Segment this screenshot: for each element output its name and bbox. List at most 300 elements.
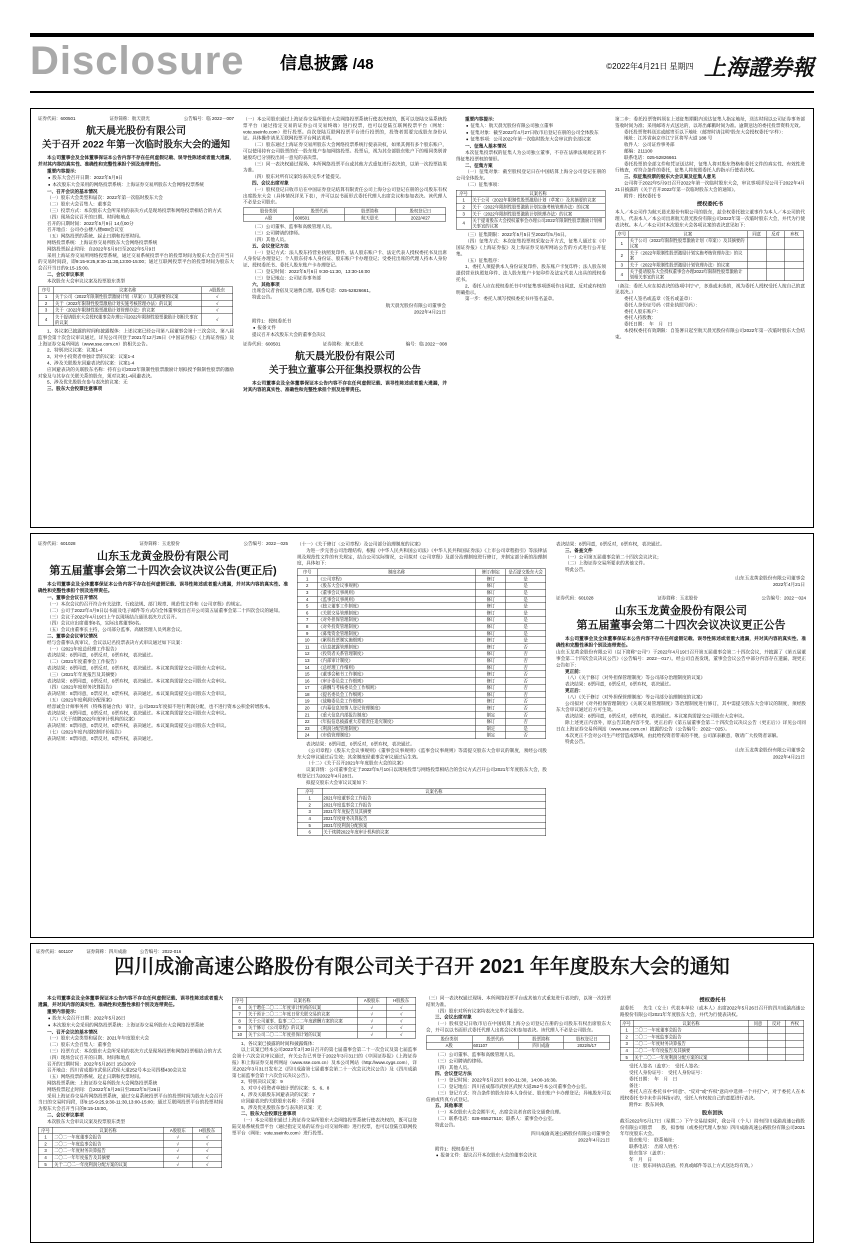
paragraph: 本次股东大会审议议案及投票股东类型: [47, 1118, 126, 1124]
table-cell: 8: [232, 1018, 247, 1025]
paragraph: 特此公告。: [252, 294, 275, 300]
table-cell: 18: [297, 691, 317, 698]
table-cell: [749, 1034, 767, 1041]
table-cell: 19: [297, 698, 317, 705]
paragraph: 表决结果：8票同意，0票反对，0票弃权，表决通过。本议案尚需提交公司股东大会审议。: [47, 665, 230, 671]
table-cell: √: [202, 293, 233, 300]
table-cell: 5: [297, 603, 317, 610]
table-header-cell: 议案名称: [471, 190, 605, 197]
code-segment: 公告编号：2022－025: [243, 541, 288, 546]
table-cell: 修订: [476, 698, 506, 705]
table-cell: 二〇二一年度监事会报告: [633, 1034, 749, 1041]
paragraph: 附件：授权委托书: [624, 193, 661, 199]
table-header-cell: 序号: [232, 997, 247, 1004]
columns-container: [31, 534, 813, 938]
paragraph: （二）上海证券交易所要求的其他文件。: [565, 560, 648, 566]
paragraph: 表决结果：8票同意，0票反对，0票弃权，表决通过。: [306, 741, 415, 747]
paragraph: 特此公告。: [435, 1122, 458, 1128]
paragraph: 应回避表决的关联股东名称：不适用: [241, 1098, 315, 1104]
bullet-icon: ●: [466, 130, 469, 135]
table-row: [297, 582, 545, 589]
table-cell: 否: [506, 718, 546, 725]
box-title-header: [31, 944, 813, 988]
header-right: [606, 51, 814, 82]
table-row: [297, 808, 545, 815]
signature-line: 山东玉龙黄金股份有限公司董事会: [735, 575, 805, 581]
section-heading: 四、会议登记方法: [435, 1071, 472, 1077]
table-cell: 修订: [476, 576, 506, 583]
paragraph: 经容诚会计师事务所（特殊普通合伙）审计，公司2021年度拟不进行利润分配，也不进行资本公积金转增股本。: [47, 703, 274, 709]
signature-block: [556, 747, 805, 761]
table-cell: 5: [297, 822, 322, 829]
table-header-cell: A股股东: [357, 997, 386, 1004]
table-cell: 《年报信息披露重大差错责任追究制度》: [317, 718, 476, 725]
table-cell: 否: [506, 664, 546, 671]
table-cell: √: [163, 1147, 192, 1154]
table-cell: √: [192, 1161, 221, 1168]
table-cell: √: [357, 1018, 386, 1025]
table-cell: 制定: [476, 725, 506, 732]
table-cell: √: [357, 1004, 386, 1011]
bullet-paragraph: ● 征集事项：公司2022年第一次临时股东大会审议的全部议案: [466, 136, 591, 142]
table-cell: 关于提请股东大会授权董事会办理公司2022年限制性股票激励计划相关事宜的议案: [471, 217, 605, 229]
table-row: [426, 1042, 610, 1049]
table-row: [620, 1054, 804, 1061]
table-cell: 2: [297, 802, 322, 809]
table-cell: √: [192, 1154, 221, 1161]
data-table: [426, 1035, 610, 1049]
paragraph: 议案详情：公司董事会定于2022年5月10日以现场投票与网络投票相结合的会议方式召开公司2021年年度股东大会，股权登记日为2022年4月28日。: [297, 767, 547, 779]
table-cell: 二〇二一年度财务决算报告: [633, 1040, 749, 1047]
table-cell: 《重大信息内部报告制度》: [317, 712, 476, 719]
paragraph: 网络投票起止时间：自2022年5月9日至2022年5月9日: [47, 246, 156, 252]
paragraph: 1、各议案已披露的时间和披露媒体：上述议案已经公司第八届董事会第十三次会议、第八届监事会第十次会议审议通过，详见公司刊登于2021年12月25日《中国证券报》《上海证券报》及上海证券交易所网站（www.sse.com.cn）的相关公告。: [38, 328, 234, 347]
table-cell: 《薪酬与考核委员会工作细则》: [317, 684, 476, 691]
paragraph: （一）股权登记日收市后在中国证券登记结算有限责任公司上海分公司登记在册的公司股东有权出席股东大会（具体情况详见下表），并可以以书面形式委托代理人出席会议和参加表决。该代理人不必是公司股东。: [243, 186, 447, 205]
table-cell: 关于〈2022年限制性股票激励计划实施考核管理办法〉的议案: [54, 300, 202, 307]
column-content: [615, 116, 805, 518]
paragraph: 4、涉及关联股东回避表决的议案：7: [241, 1091, 316, 1097]
table-cell: 是: [506, 603, 546, 610]
bullet-icon: ●: [48, 175, 51, 180]
data-table: [615, 230, 804, 280]
code-segment: 公告编号：临 2022－007: [183, 116, 234, 121]
paragraph: 本授权委托有效期限：自签署日起至航天晨光股份有限公司2022年第一次临时股东大会结束。: [615, 328, 805, 340]
table-cell: 《内幕信息知情人登记管理制度》: [317, 705, 476, 712]
bullet-paragraph: ● 股东大会召开日期：2022年5月9日: [48, 174, 123, 180]
code-segment: 证券代码：600501: [243, 341, 281, 347]
table-cell: 《公司章程》: [317, 576, 476, 583]
code-segment: 证券简称：航天晨光: [109, 116, 150, 121]
paragraph: 表决结果：8票同意，0票反对，0票弃权，表决通过。本议案尚需提交公司股东大会审议。: [565, 713, 748, 719]
table-cell: 6: [232, 1004, 247, 1011]
announcement-title: 第五届董事会第二十四次会议决议更正公告: [576, 618, 786, 631]
paragraph: 委托人签名或盖章（签名或盖章）：: [624, 296, 696, 302]
table-row: [297, 610, 545, 617]
paragraph: （四）其他人员。: [252, 236, 289, 242]
table-header-row: [615, 231, 804, 238]
table-header-cell: 序号: [297, 788, 322, 795]
table-row: [297, 802, 545, 809]
table-cell: 否: [506, 657, 546, 664]
table-row: [297, 691, 545, 698]
disclosure-wordmark: Disclosure: [30, 39, 245, 83]
paragraph: 第一步：委托人填写授权委托书并签名盖章。: [465, 296, 557, 302]
paragraph: 股东签字（盖章）：: [629, 1150, 669, 1156]
paragraph: （八）《关于修订〈对外担保管理制度〉等公司部分治理制度的议案》: [565, 675, 706, 681]
column-content: [456, 116, 606, 518]
signature-line: 2022年4月21日: [577, 1137, 610, 1143]
table-cell: 关于聘任二〇二二年度审计机构的议案: [247, 1004, 357, 1011]
table-cell: 12: [297, 650, 317, 657]
date-line: ©2022年4月21日 星期四: [606, 62, 694, 71]
table-cell: 6: [297, 610, 317, 617]
paragraph: （五）网络投票的系统、起止日期和投票时间。: [47, 233, 144, 239]
table-header-cell: 股份类别: [426, 1036, 472, 1043]
table-cell: 关于〈2022年限制性股票激励计划管理办法〉的议案: [471, 211, 605, 218]
table-cell: 20: [297, 705, 317, 712]
signature-block: [556, 575, 805, 589]
table-header-cell: 股票简称: [344, 208, 395, 215]
table-header-cell: A股股东: [202, 287, 233, 294]
paragraph: （一）股权登记日收市后在中国结算上海分公司登记在册的公司股东有权出席股东大会，并可以以书面形式委托代理人出席会议和参加表决。该代理人不必是公司股东。: [426, 1021, 611, 1033]
table-cell: 《总经理工作细则》: [317, 664, 476, 671]
paragraph: 经与会董事认真审议，会议以记名投票表决方式审议通过如下议案：: [47, 639, 185, 645]
paragraph: 网络投票系统：上海证券交易所股东大会网络投票系统: [47, 1080, 158, 1086]
column-content: [620, 995, 805, 1233]
table-cell: 修订: [476, 644, 506, 651]
table-cell: A股: [426, 1042, 472, 1049]
table-header-cell: 序号: [620, 1020, 633, 1027]
section-heading: 一、董事会会议召开情况: [47, 595, 98, 601]
paragraph: （四）现场会议召开的日期、时间和地点: [47, 214, 130, 220]
table-row: [297, 815, 545, 822]
table-cell: 关于〈2022年限制性股票激励计划实施考核管理办法〉的议案: [471, 204, 605, 211]
table-cell: √: [202, 300, 233, 307]
section-heading: 五、其他事项: [435, 1103, 463, 1109]
bullet-paragraph: ● 征集对象：截至2022年4月27日收市后登记在册的公司全体股东: [466, 129, 599, 135]
table-cell: [747, 250, 766, 262]
table-cell: 4: [615, 268, 628, 280]
table-row: [297, 603, 545, 610]
table-cell: 《战略委员会工作细则》: [317, 698, 476, 705]
section-heading: 五、会议登记方法: [252, 243, 289, 249]
table-cell: 7: [232, 1011, 247, 1018]
table-cell: 《市值管理制度》: [317, 732, 476, 739]
page-number: /48: [352, 56, 374, 73]
paragraph: （一）本公司股东通过上海证券交易所股东大会网络投票系统行使表决权的，既可以登陆交易系统投票平台（通过指定交易的证券公司交易终端）进行投票，也可以登陆互联网投票平台（网址：vote.sseinfo.com）进行投票。首次登陆互联网投票平台进行投票的，投资者需要完成股东身份认证。具体操作请见互联网投票平台网站说明。: [243, 116, 447, 141]
table-cell: 修订: [476, 596, 506, 603]
table-row: [297, 712, 545, 719]
table-row: [297, 795, 545, 802]
table-cell: 关于修订《公司章程》的议案: [247, 1024, 357, 1031]
text-column: [297, 541, 547, 938]
signature-line: 2022年4月21日: [772, 582, 805, 588]
table-row: [297, 650, 545, 657]
table-cell: 四川成渝: [518, 1042, 564, 1049]
table-cell: 23: [297, 725, 317, 732]
table-row: [297, 644, 545, 651]
section-label: [280, 49, 374, 74]
data-table: [297, 788, 546, 836]
paragraph: 《公司章程》《股东大会议事规则》《董事会议事规则》《监事会议事规则》等需提交股东大会审议的制度，须经公司股东大会审议通过后生效；其余制度经董事会审议通过后生效。: [297, 747, 547, 760]
table-cell: √: [357, 1031, 386, 1038]
table-row: [615, 250, 804, 262]
table-cell: 关于公司〈2022年限制性股票激励计划（草案）〉及其摘要的议案: [471, 197, 605, 204]
table-row: [456, 204, 605, 211]
table-cell: 9: [297, 630, 317, 637]
paragraph: 采用上海证券交易所网络投票系统，通过交易系统投票平台的投票时间为股东大会召开当日的交易时间段，即9:15-9:25,9:30-11:30,13:00-15:00；通过互联网投票平台的投票时间为股东大会召开当日的9:15-15:00。: [38, 1093, 223, 1112]
table-row: [38, 293, 233, 300]
table-cell: √: [386, 1004, 415, 1011]
paragraph: （四）其他人员。: [435, 1064, 472, 1070]
table-cell: [785, 250, 804, 262]
paragraph: 应回避表决的关联股东名称：持有公司2022年限制性股票激励计划拟授予限制性股票的激励对象及与其存在关联关系的股东，须对议案1-4回避表决。: [38, 366, 234, 379]
column-content: [243, 116, 447, 518]
table-cell: 关于二〇二一年度利润分配方案的议案: [53, 1161, 163, 1168]
table-header-cell: 议案名称: [633, 1020, 749, 1027]
paragraph: （二）股东大会召集人：董事会: [47, 1042, 112, 1048]
table-cell: 修订: [476, 616, 506, 623]
table-cell: 10: [232, 1031, 247, 1038]
table-header-cell: 序号: [38, 287, 54, 294]
paragraph: 表决结果：8票同意，0票反对，0票弃权，表决通过。: [556, 541, 665, 547]
paragraph: 委托人股东账户：: [624, 308, 661, 314]
paragraph: 召开地点：公司办公楼八楼808会议室: [47, 227, 124, 233]
page-header: [30, 33, 814, 93]
text-column: [620, 995, 805, 1233]
table-header-cell: 反对: [767, 1020, 785, 1027]
paragraph: （四）现场会议召开的日期、时间和地点: [47, 1054, 130, 1060]
paragraph: （一）本次会议的召开符合有关法律、行政法规、部门规章、规范性文件和《公司章程》的规定。: [47, 601, 245, 607]
table-cell: 修订: [476, 664, 506, 671]
code-segment: 证券简称：玉龙股份: [657, 595, 698, 601]
column-content: [556, 541, 806, 938]
table-header-row: [38, 287, 233, 294]
paragraph: （二）《2021年度董事会工作报告》: [47, 659, 120, 665]
text-column: [556, 541, 806, 938]
paragraph: 3、对中小投资者单独计票的议案：议案1-4: [47, 354, 135, 360]
table-cell: 否: [506, 712, 546, 719]
paragraph: 出席会议者食宿及交通费自理。联系电话：025-52826661。: [252, 288, 374, 294]
paragraph: 表决结果：8票同意，0票反对，0票弃权，表决通过。: [47, 652, 156, 658]
paragraph: 山东玉龙黄金股份有限公司（以下简称"公司"）于2022年4月19日召开第五届董事会第二十四次会议，并披露了《第五届董事会第二十四次会议决议公告》（公告编号：2022－017）。经公司自查发现，董事会会议公告中部分内容存在遗漏，现更正公告如下：: [556, 649, 806, 668]
company-name: 航天晨光股份有限公司: [86, 125, 186, 137]
paragraph: （二）股东大会召集人：董事会: [47, 201, 112, 207]
table-cell: [785, 268, 804, 280]
table-header-cell: 弃权: [785, 231, 804, 238]
signature-line: 2022年4月21日: [772, 754, 805, 760]
table-header-cell: 股票代码: [294, 208, 345, 215]
table-cell: 《独立董事工作制度》: [317, 603, 476, 610]
disclaimer-paragraph: 本公司董事会及全体董事保证本公告内容不存在任何虚假记载、误导性陈述或者重大遗漏，并对其内容的真实性、准确性和完整性承担个别及连带责任。: [38, 155, 234, 167]
table-cell: √: [163, 1154, 192, 1161]
paragraph: 截至2022年5月17日（星期二）下午交易结束时，我公司（个人）持有四川成渝高速公路股份有限公司股票 股，拟参加（或委托代理人参加）四川成渝高速公路股份有限公司2021年年度股东大会。: [620, 1118, 805, 1137]
table-cell: [747, 268, 766, 280]
paragraph: （二）联系电话：028-85527510；联系人：董事会办公室。: [435, 1115, 557, 1121]
bullet-paragraph: ● 报备文件: [253, 324, 276, 330]
table-header-cell: 序号: [38, 1127, 53, 1134]
table-cell: 修订: [476, 589, 506, 596]
data-table: [38, 1127, 222, 1168]
paragraph: 委托日期： 年 月 日: [629, 1076, 678, 1082]
paragraph: 2、特别决议议案：9: [241, 1079, 283, 1085]
text-column: [232, 995, 417, 1233]
bullet-icon: ●: [466, 123, 469, 128]
table-header-cell: 股份类别: [243, 208, 294, 215]
table-cell: 14: [297, 664, 317, 671]
company-name: 山东玉龙黄金股份有限公司: [614, 603, 747, 617]
data-table: [38, 286, 233, 326]
table-cell: [766, 262, 785, 269]
table-header-cell: 制度名称: [317, 569, 476, 576]
table-cell: 《内部审计制度》: [317, 657, 476, 664]
paragraph: （一）《2021年度总经理工作报告》: [47, 646, 120, 652]
code-segment: 证券简称：四川成渝: [86, 949, 127, 954]
table-header-cell: 同意: [749, 1020, 767, 1027]
table-row: [38, 1161, 222, 1168]
paragraph: 委托日期： 年 月 日: [624, 321, 673, 327]
table-cell: 2: [297, 582, 317, 589]
paragraph: （七）《2021年度内部控制评价报告》: [47, 729, 124, 735]
paragraph: 表决结果：8票同意，0票反对，0票弃权，表决通过。本议案尚需提交公司股东大会审议。: [47, 723, 230, 729]
table-cell: √: [163, 1134, 192, 1141]
table-cell: 《投资者关系管理制度》: [317, 650, 476, 657]
section-heading: 更正后：: [565, 687, 584, 693]
text-column: [456, 116, 606, 518]
bullet-icon: ●: [48, 1015, 51, 1021]
table-cell: 4: [297, 815, 322, 822]
paragraph: 4、涉及关联股东回避表决的议案：议案1-4: [47, 360, 135, 366]
section-heading: 重要内容提示：: [47, 168, 80, 174]
securities-code-line: [38, 116, 234, 122]
paragraph: 以上议案已经本公司2022年3月30日召开的第七届董事会第二十一次会议及第七届监事会第十六次会议审议通过，有关公告已刊登于2022年3月31日的《中国证券报》《上海证券报》和上海证券交易所网站（www.sse.com.cn）及本公司网站（http://www.cygs.com），详见2022年3月31日发布之《四川成渝第七届董事会第二十一次会议决议公告》及《四川成渝第七届监事会第十六次会议决议公告》。: [232, 1047, 417, 1078]
section-heading: 三、备查文件: [565, 547, 593, 553]
paragraph: （三）会议于2022年4月19日上午以现场结合通讯表决方式召开。: [47, 614, 180, 620]
table-cell: 否: [506, 732, 546, 739]
table-cell: 修订: [476, 630, 506, 637]
table-cell: 4: [38, 1154, 53, 1161]
table-header-cell: 股权登记日: [564, 1036, 610, 1043]
table-row: [297, 822, 545, 829]
table-cell: 制定: [476, 712, 506, 719]
announcement-box-yulong-gold: [30, 533, 814, 938]
table-header-cell: 修订/制定: [476, 569, 506, 576]
centered-heading: 授权委托书: [699, 997, 726, 1003]
table-cell: 是: [506, 596, 546, 603]
paragraph: （三）同一表决权通过现场、本所网络投票平台或其他方式重复进行表决的，以第一次投票结果为准。: [426, 995, 611, 1007]
table-cell: 二〇二一年度董事会报告: [53, 1134, 163, 1141]
table-cell: 制定: [476, 732, 506, 739]
table-header-cell: 序号: [297, 569, 317, 576]
table-cell: 600501: [294, 215, 345, 222]
table-cell: 3: [297, 808, 322, 815]
table-cell: √: [192, 1134, 221, 1141]
paragraph: （四）股东对所有议案均表决完毕才能提交。: [435, 1008, 527, 1014]
table-cell: [766, 268, 785, 280]
table-cell: 关于〈2022年限制性股票激励计划实施考核管理办法〉的议案: [628, 250, 747, 262]
table-row: [620, 1027, 804, 1034]
text-column: [243, 116, 447, 518]
table-header-row: [297, 788, 545, 795]
data-table: [243, 208, 446, 222]
table-cell: 是: [506, 637, 546, 644]
announcement-title: 第五届董事会第二十四次会议决议公告(更正后): [49, 564, 277, 577]
table-cell: 2: [38, 300, 54, 307]
paragraph: （二）公司于2022年4月9日以书面及电子邮件等方式向全体董事发出召开公司第五届董事会第二十四次会议的通知。: [47, 607, 283, 613]
paragraph: 2、特别决议议案：议案1-4: [47, 347, 103, 353]
table-cell: 否: [506, 671, 546, 678]
table-row: [297, 718, 545, 725]
table-row: [297, 671, 545, 678]
table-cell: 否: [506, 644, 546, 651]
columns-container: [31, 988, 813, 1240]
table-cell: √: [202, 314, 233, 326]
table-cell: 1: [615, 237, 628, 249]
table-cell: √: [386, 1011, 415, 1018]
table-cell: √: [386, 1031, 415, 1038]
table-header-cell: 弃权: [785, 1020, 803, 1027]
table-row: [297, 829, 545, 836]
table-row: [456, 197, 605, 204]
bullet-paragraph: ● 股东大会召开日期：2022年5月26日: [48, 1015, 126, 1021]
disclaimer-paragraph: 本公司董事会及全体董事保证本公告内容不存在任何虚假记载、误导性陈述或者重大遗漏，并对其内容的真实性、准确性和完整性承担个别及连带责任。: [38, 995, 223, 1007]
header-bottom-rule: [30, 91, 814, 93]
table-row: [615, 268, 804, 280]
table-cell: 否: [506, 691, 546, 698]
table-cell: [766, 237, 785, 249]
paragraph: （三）同一表决权通过现场、本所网络投票平台或其他方式重复进行表决的，以第一次投票结果为准。: [243, 161, 447, 173]
table-cell: 关于预计二〇二二年度日常关联交易的议案: [247, 1011, 357, 1018]
section-heading: 二、股东大会投票注意事项: [241, 1111, 297, 1117]
table-cell: [749, 1047, 767, 1054]
table-cell: [785, 1027, 803, 1034]
table-header-row: [620, 1020, 804, 1027]
table-cell: 是: [506, 623, 546, 630]
table-row: [38, 307, 233, 314]
section-heading: 更正前：: [565, 668, 584, 674]
table-cell: 1: [456, 197, 471, 204]
table-header-cell: 议案名称: [322, 788, 545, 795]
table-cell: 修订: [476, 671, 506, 678]
paragraph: （一）征集对象：截至股权登记日在中国结算上海分公司登记在册的公司全体股东。: [456, 169, 606, 181]
section-heading: 三、会议出席对象: [435, 1014, 472, 1020]
paragraph: （十二）《关于召开2021年年度股东大会的议案》: [306, 760, 406, 766]
paragraph: 委托投票资料送达或邮寄至以下地址（邮寄时请注明"股东大会授权委托"字样）：: [624, 129, 786, 135]
table-row: [297, 678, 545, 685]
table-cell: 4: [297, 596, 317, 603]
table-cell: 是: [506, 630, 546, 637]
table-cell: 关于公司董事、监事二〇二二年度薪酬方案的议案: [247, 1018, 357, 1025]
table-cell: √: [192, 1141, 221, 1148]
columns-container: [31, 109, 813, 525]
securities-code-line: [556, 595, 806, 601]
section-heading: 二、会议审议事项: [47, 1112, 84, 1118]
table-cell: 否: [506, 678, 546, 685]
table-cell: 1: [297, 576, 317, 583]
paragraph: 为进一步完善公司治理结构，根据《中华人民共和国公司法》《中华人民共和国证券法》《上市公司章程指引》等法律法规及规范性文件的有关规定，结合公司实际情况，公司拟对《公司章程》及部分治理制度进行修订，并制定部分新的治理制度，具体如下：: [297, 547, 547, 566]
table-cell: 修订: [476, 691, 506, 698]
table-cell: 二〇二一年年度报告及其摘要: [53, 1154, 163, 1161]
table-cell: 关于公司二〇二二年度担保计划的议案: [247, 1031, 357, 1038]
table-cell: 关于公司〈2022年限制性股票激励计划（草案）〉及其摘要的议案: [628, 237, 747, 249]
masthead-logo: 上海證券報: [703, 55, 814, 81]
paragraph: 第二步：委托投票资料须在上述征集期限内送达征集人指定地址，送达时间以公司证券事务部签收时间为准；采用邮寄方式送达的，以寄出邮戳时间为准。逾期送达的委托投票资料无效。: [615, 116, 805, 128]
paragraph: 表决结果：8票同意，0票反对，0票弃权，表决通过。: [565, 681, 674, 687]
disclaimer-paragraph: 本公司董事会及全体董事保证本公告内容不存在任何虚假记载、误导性陈述或者重大遗漏，并对其内容的真实性、准确性和完整性承担个别及连带责任。: [556, 635, 806, 648]
paragraph: 3、对中小投资者单独计票的议案：5、6、8: [241, 1085, 330, 1091]
table-cell: √: [163, 1161, 192, 1168]
